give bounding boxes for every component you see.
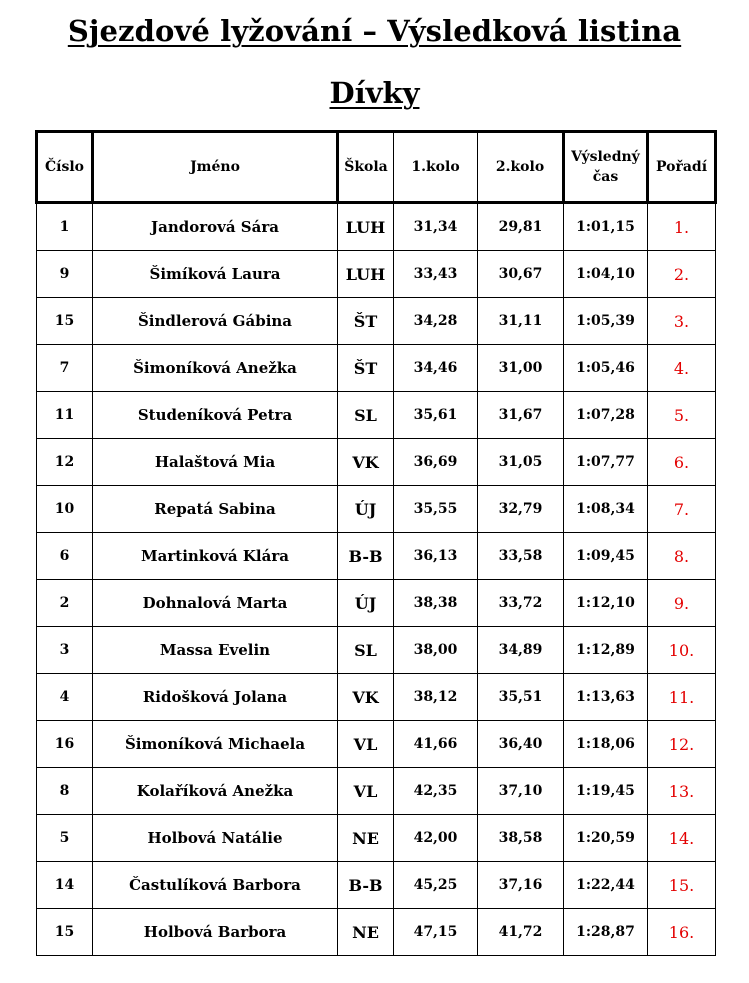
cell-round2: 34,89 [478, 627, 564, 674]
table-row [37, 721, 716, 768]
table-row [37, 345, 716, 392]
header-row [37, 132, 716, 203]
cell-round1: 34,46 [394, 345, 478, 392]
cell-rank: 8. [648, 533, 716, 580]
cell-school: B-B [338, 862, 394, 909]
cell-name: Šindlerová Gábina [93, 298, 338, 345]
table-row [37, 768, 716, 815]
cell-school: VK [338, 674, 394, 721]
cell-round1: 41,66 [394, 721, 478, 768]
cell-number: 5 [37, 815, 93, 862]
cell-rank: 11. [648, 674, 716, 721]
cell-rank: 1. [648, 203, 716, 251]
cell-name: Holbová Barbora [93, 909, 338, 956]
cell-number: 4 [37, 674, 93, 721]
cell-final-time: 1:01,15 [564, 203, 648, 251]
cell-round1: 42,35 [394, 768, 478, 815]
table-row [37, 251, 716, 298]
cell-school: B-B [338, 533, 394, 580]
table-row [37, 298, 716, 345]
cell-number: 16 [37, 721, 93, 768]
table-row [37, 533, 716, 580]
cell-round1: 38,00 [394, 627, 478, 674]
cell-name: Kolaříková Anežka [93, 768, 338, 815]
cell-school: LUH [338, 203, 394, 251]
cell-number: 8 [37, 768, 93, 815]
cell-school: NE [338, 909, 394, 956]
category-title: Dívky [329, 76, 420, 110]
table-row [37, 203, 716, 251]
cell-school: SL [338, 627, 394, 674]
cell-rank: 13. [648, 768, 716, 815]
cell-final-time: 1:07,77 [564, 439, 648, 486]
cell-round1: 36,13 [394, 533, 478, 580]
cell-number: 6 [37, 533, 93, 580]
cell-round2: 38,58 [478, 815, 564, 862]
cell-name: Halaštová Mia [93, 439, 338, 486]
cell-name: Šimíková Laura [93, 251, 338, 298]
cell-round2: 31,67 [478, 392, 564, 439]
cell-final-time: 1:13,63 [564, 674, 648, 721]
cell-rank: 3. [648, 298, 716, 345]
cell-school: ÚJ [338, 486, 394, 533]
cell-school: ŠT [338, 298, 394, 345]
header-name: Jméno [93, 132, 338, 203]
cell-round2: 33,58 [478, 533, 564, 580]
cell-number: 1 [37, 203, 93, 251]
header-round1: 1.kolo [394, 132, 478, 203]
cell-round2: 37,16 [478, 862, 564, 909]
cell-name: Holbová Natálie [93, 815, 338, 862]
page-title: Sjezdové lyžování – Výsledková listina [67, 14, 682, 48]
cell-number: 11 [37, 392, 93, 439]
cell-round1: 34,28 [394, 298, 478, 345]
table-row [37, 627, 716, 674]
cell-name: Repatá Sabina [93, 486, 338, 533]
header-number: Číslo [37, 132, 93, 203]
cell-number: 15 [37, 909, 93, 956]
cell-round1: 35,55 [394, 486, 478, 533]
cell-round1: 35,61 [394, 392, 478, 439]
cell-rank: 4. [648, 345, 716, 392]
cell-rank: 16. [648, 909, 716, 956]
cell-school: VL [338, 768, 394, 815]
cell-round2: 31,11 [478, 298, 564, 345]
cell-final-time: 1:12,10 [564, 580, 648, 627]
cell-name: Dohnalová Marta [93, 580, 338, 627]
cell-round1: 31,34 [394, 203, 478, 251]
cell-final-time: 1:12,89 [564, 627, 648, 674]
cell-round2: 36,40 [478, 721, 564, 768]
cell-school: VL [338, 721, 394, 768]
cell-school: LUH [338, 251, 394, 298]
table-row [37, 815, 716, 862]
cell-final-time: 1:22,44 [564, 862, 648, 909]
table-row [37, 486, 716, 533]
cell-rank: 6. [648, 439, 716, 486]
cell-number: 12 [37, 439, 93, 486]
table-row [37, 392, 716, 439]
header-school: Škola [338, 132, 394, 203]
header-final-time: Výsledný čas [564, 132, 648, 203]
cell-school: NE [338, 815, 394, 862]
cell-final-time: 1:18,06 [564, 721, 648, 768]
table-row [37, 909, 716, 956]
cell-name: Martinková Klára [93, 533, 338, 580]
cell-round2: 31,05 [478, 439, 564, 486]
cell-name: Ridošková Jolana [93, 674, 338, 721]
cell-rank: 12. [648, 721, 716, 768]
table-row [37, 439, 716, 486]
cell-school: ÚJ [338, 580, 394, 627]
header-round2: 2.kolo [478, 132, 564, 203]
table-row [37, 674, 716, 721]
cell-number: 14 [37, 862, 93, 909]
cell-name: Šimoníková Anežka [93, 345, 338, 392]
cell-number: 2 [37, 580, 93, 627]
cell-final-time: 1:07,28 [564, 392, 648, 439]
cell-name: Studeníková Petra [93, 392, 338, 439]
cell-round2: 37,10 [478, 768, 564, 815]
cell-number: 9 [37, 251, 93, 298]
cell-round1: 38,12 [394, 674, 478, 721]
cell-number: 15 [37, 298, 93, 345]
cell-round1: 38,38 [394, 580, 478, 627]
cell-round2: 41,72 [478, 909, 564, 956]
cell-final-time: 1:08,34 [564, 486, 648, 533]
cell-number: 3 [37, 627, 93, 674]
cell-name: Častulíková Barbora [93, 862, 338, 909]
cell-final-time: 1:05,46 [564, 345, 648, 392]
cell-number: 10 [37, 486, 93, 533]
cell-rank: 9. [648, 580, 716, 627]
cell-name: Jandorová Sára [93, 203, 338, 251]
cell-round1: 42,00 [394, 815, 478, 862]
cell-round2: 35,51 [478, 674, 564, 721]
cell-rank: 10. [648, 627, 716, 674]
cell-school: ŠT [338, 345, 394, 392]
cell-rank: 5. [648, 392, 716, 439]
cell-school: SL [338, 392, 394, 439]
header-rank: Pořadí [648, 132, 716, 203]
cell-name: Massa Evelin [93, 627, 338, 674]
cell-rank: 15. [648, 862, 716, 909]
cell-round2: 29,81 [478, 203, 564, 251]
cell-round2: 30,67 [478, 251, 564, 298]
cell-final-time: 1:04,10 [564, 251, 648, 298]
results-body [37, 203, 716, 956]
table-row [37, 862, 716, 909]
cell-final-time: 1:20,59 [564, 815, 648, 862]
cell-rank: 7. [648, 486, 716, 533]
cell-round1: 47,15 [394, 909, 478, 956]
table-row [37, 580, 716, 627]
cell-rank: 14. [648, 815, 716, 862]
cell-final-time: 1:05,39 [564, 298, 648, 345]
cell-round2: 32,79 [478, 486, 564, 533]
cell-round2: 33,72 [478, 580, 564, 627]
cell-school: VK [338, 439, 394, 486]
cell-final-time: 1:09,45 [564, 533, 648, 580]
cell-final-time: 1:19,45 [564, 768, 648, 815]
results-table [35, 130, 717, 956]
cell-rank: 2. [648, 251, 716, 298]
cell-round1: 45,25 [394, 862, 478, 909]
cell-round1: 36,69 [394, 439, 478, 486]
cell-round2: 31,00 [478, 345, 564, 392]
cell-final-time: 1:28,87 [564, 909, 648, 956]
cell-name: Šimoníková Michaela [93, 721, 338, 768]
cell-number: 7 [37, 345, 93, 392]
cell-round1: 33,43 [394, 251, 478, 298]
